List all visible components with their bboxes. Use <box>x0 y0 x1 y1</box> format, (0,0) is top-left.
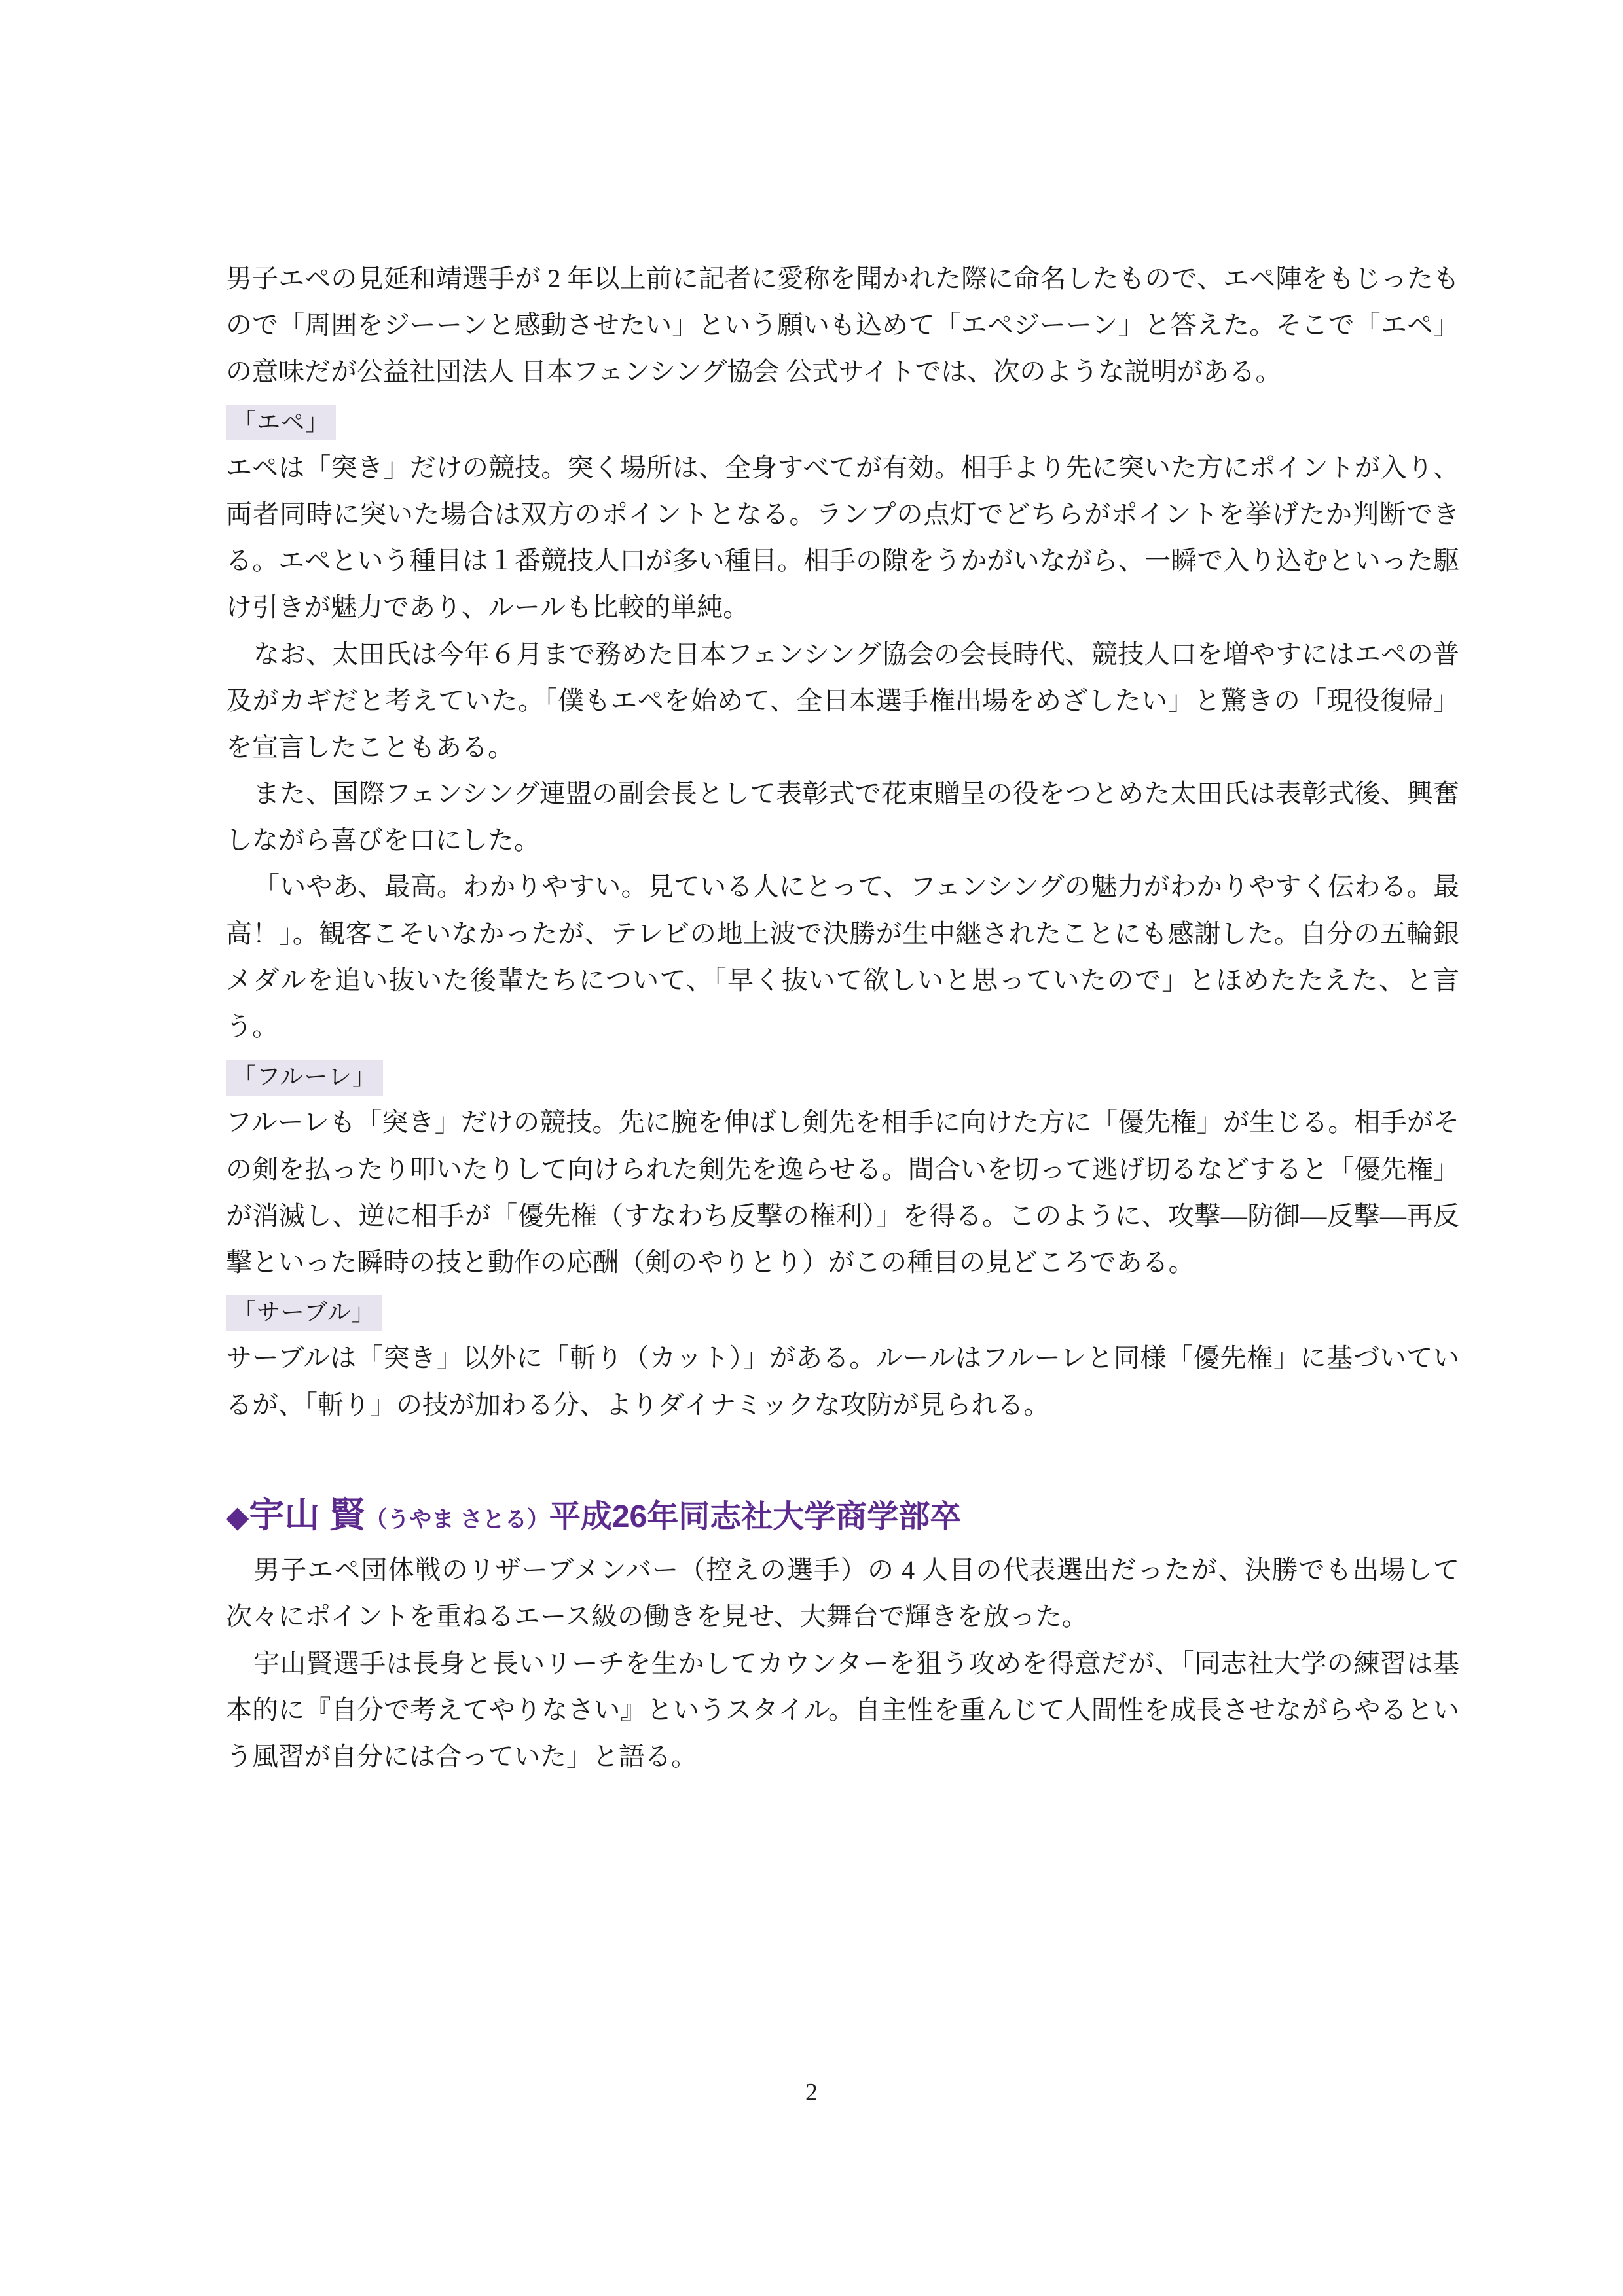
term-label-fleuret: 「フルーレ」 <box>226 1060 383 1096</box>
document-body <box>226 255 1459 1780</box>
paragraph-uyama-team: 男子エペ団体戦のリザーブメンバー（控えの選手）の 4 人目の代表選出だったが、決勝でも出場して次々にポイントを重ねるエース級の働きを見せ、大舞台で輝きを放った。 <box>226 1555 1459 1632</box>
term-label-sabre: 「サーブル」 <box>226 1295 382 1331</box>
page-number: 2 <box>805 2079 818 2106</box>
athlete-name: 宇山 賢 <box>249 1495 365 1535</box>
term-label-epee: 「エペ」 <box>226 405 336 441</box>
paragraph-intro: 男子エペの見延和靖選手が 2 年以上前に記者に愛称を聞かれた際に命名したもので、エペ陣をもじったもので「周囲をジーーンと感動させたい」という願いも込めて「エペジーーン」と答えた。そこで「エペ」の意味だが公益社団法人 日本フェンシング協会 公式サイトでは、次のような説明がある。 <box>226 264 1459 387</box>
paragraph-epee-description: エペは「突き」だけの競技。突く場所は、全身すべてが有効。相手より先に突いた方にポイントが入り、両者同時に突いた場合は双方のポイントとなる。ランプの点灯でどちらがポイントを挙げたか判断できる。エペという種目は１番競技人口が多い種目。相手の隙をうかがいながら、一瞬で入り込むといった駆け引きが魅力であり、ルールも比較的単純。 <box>226 452 1459 622</box>
diamond-bullet-icon: ◆ <box>226 1499 249 1534</box>
athlete-name-reading: （うやま さとる） <box>365 1507 549 1532</box>
paragraph-sabre-description: サーブルは「突き」以外に「斬り（カット）」がある。ルールはフルーレと同様「優先権」に基づいているが、「斬り」の技が加わる分、よりダイナミックな攻防が見られる。 <box>226 1343 1459 1420</box>
section-heading-uyama <box>226 1491 1459 1541</box>
term-label-epee-wrap <box>226 398 1459 444</box>
paragraph-ota-ceremony: また、国際フェンシング連盟の副会長として表彰式で花束贈呈の役をつとめた太田氏は表彰式後、興奮しながら喜びを口にした。 <box>226 779 1459 855</box>
term-label-fleuret-wrap <box>226 1052 1459 1099</box>
paragraph-ota-quote: 「いやあ、最高。わかりやすい。見ている人にとって、フェンシングの魅力がわかりやすく伝わる。最高！」。観客こそいなかったが、テレビの地上波で決勝が生中継されたことにも感謝した。自分の五輪銀メダルを追い抜いた後輩たちについて、「早く抜いて欲しいと思っていたので」とほめたたえた、と言う。 <box>226 872 1459 1041</box>
term-label-sabre-wrap <box>226 1288 1459 1335</box>
paragraph-fleuret-description: フルーレも「突き」だけの競技。先に腕を伸ばし剣先を相手に向けた方に「優先権」が生じる。相手がその剣を払ったり叩いたりして向けられた剣先を逸らせる。間合いを切って逃げ切るなどすると「優先権」が消滅し、逆に相手が「優先権（すなわち反撃の権利）」を得る。このように、攻撃―防御―反撃―再反撃といった瞬時の技と動作の応酬（剣のやりとり）がこの種目の見どころである。 <box>226 1107 1459 1277</box>
paragraph-uyama-style: 宇山賢選手は長身と長いリーチを生かしてカウンターを狙う攻めを得意だが、「同志社大学の練習は基本的に『自分で考えてやりなさい』というスタイル。自主性を重んじて人間性を成長させながらやるという風習が自分には合っていた」と語る。 <box>226 1648 1459 1772</box>
athlete-affiliation: 平成26年同志社大学商学部卒 <box>549 1499 962 1534</box>
paragraph-ota-epee: なお、太田氏は今年６月まで務めた日本フェンシング協会の会長時代、競技人口を増やすにはエペの普及がカギだと考えていた。「僕もエペを始めて、全日本選手権出場をめざしたい」と驚きの「現役復帰」を宣言したこともある。 <box>226 639 1459 762</box>
